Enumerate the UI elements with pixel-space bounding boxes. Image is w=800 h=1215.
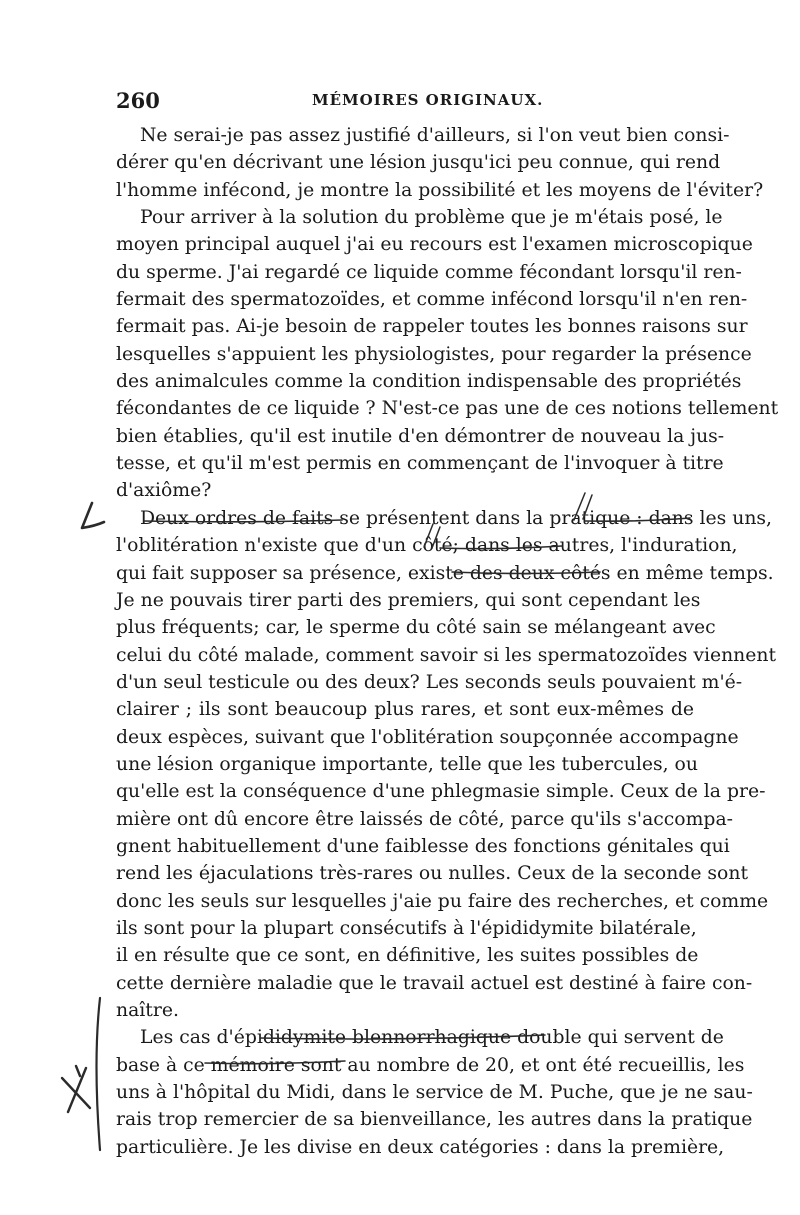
text-line: fécondantes de ce liquide ? N'est-ce pas une de ces notions tellement — [116, 398, 779, 420]
text-line: fermait pas. Ai-je besoin de rappeler toutes les bonnes raisons sur — [116, 316, 748, 338]
margin-mark-l — [82, 503, 104, 528]
text-line: mière ont dû encore être laissés de côté, parce qu'ils s'accompa- — [116, 808, 733, 830]
text-line: qu'elle est la conséquence d'une phlegmasie simple. Ceux de la pre- — [116, 781, 766, 803]
text-line: base à ce mémoire sont au nombre de 20, et ont été recueillis, les — [116, 1054, 745, 1076]
text-line: celui du côté malade, comment savoir si les spermatozoïdes viennent — [116, 644, 777, 666]
text-line: uns à l'hôpital du Midi, dans le service de M. Puche, que je ne sau- — [116, 1082, 753, 1104]
text-line: ils sont pour la plupart consécutifs à l'épididymite bilatérale, — [116, 917, 697, 939]
text-line: Deux ordres de faits se présentent dans la pratique : dans les uns, — [140, 507, 773, 529]
text-line: plus fréquents; car, le sperme du côté sain se mélangeant avec — [116, 617, 716, 639]
text-line: du sperme. J'ai regardé ce liquide comme fécondant lorsqu'il ren- — [116, 261, 742, 283]
text-line: particulière. Je les divise en deux catégories : dans la première, — [116, 1136, 725, 1158]
text-line: clairer ; ils sont beaucoup plus rares, et sont eux-mêmes de — [116, 699, 694, 721]
running-title: MÉMOIRES ORIGINAUX. — [312, 91, 544, 109]
text-line: Ne serai-je pas assez justifié d'ailleurs, si l'on veut bien consi- — [140, 125, 730, 146]
margin-bracket — [97, 998, 101, 1150]
text-line: Pour arriver à la solution du problème que je m'étais posé, le — [140, 207, 723, 229]
text-line: fermait des spermatozoïdes, et comme infécond lorsqu'il n'en ren- — [116, 289, 748, 311]
text-line: rend les éjaculations très-rares ou nulles. Ceux de la seconde sont — [116, 863, 748, 885]
text-line: gnent habituellement d'une faiblesse des fonctions génitales qui — [116, 835, 730, 857]
text-line: l'oblitération n'existe que d'un côté; dans les autres, l'induration, — [116, 535, 738, 557]
text-line: Je ne pouvais tirer parti des premiers, qui sont cependant les — [116, 589, 701, 611]
text-line: donc les seuls sur lesquelles j'aie pu faire des recherches, et comme — [116, 890, 769, 912]
text-line: il en résulte que ce sont, en définitive, les suites possibles de — [116, 945, 699, 967]
text-line: l'homme infécond, je montre la possibilité et les moyens de l'éviter? — [116, 179, 764, 201]
text-line: cette dernière maladie que le travail actuel est destiné à faire con- — [116, 972, 753, 994]
text-line: bien établies, qu'il est inutile d'en démontrer de nouveau la jus- — [116, 425, 725, 447]
text-line: dérer qu'en décrivant une lésion jusqu'ici peu connue, qui rend — [116, 152, 721, 174]
page-header — [116, 88, 696, 116]
text-line: naître. — [116, 1000, 179, 1021]
text-line: Les cas d'épididymite blennorrhagique double qui servent de — [140, 1027, 724, 1049]
text-line: deux espèces, suivant que l'oblitération soupçonnée accompagne — [116, 726, 739, 748]
margin-mark-x — [62, 1066, 90, 1112]
text-line: moyen principal auquel j'ai eu recours est l'examen microscopique — [116, 234, 753, 256]
text-line: rais trop remercier de sa bienveillance, les autres dans la pratique — [116, 1109, 753, 1131]
text-line: d'un seul testicule ou des deux? Les seconds seuls pouvaient m'é- — [116, 671, 743, 693]
text-line: une lésion organique importante, telle que les tubercules, ou — [116, 753, 698, 775]
text-line: qui fait supposer sa présence, existe des deux côtés en même temps. — [116, 562, 774, 584]
text-line: lesquelles s'appuient les physiologistes, pour regarder la présence — [116, 343, 752, 365]
body-text — [116, 122, 779, 1161]
page-number: 260 — [116, 88, 160, 113]
text-line: tesse, et qu'il m'est permis en commençant de l'invoquer à titre — [116, 453, 724, 475]
text-line: d'axiôme? — [116, 480, 212, 502]
text-line: des animalcules comme la condition indispensable des propriétés — [116, 371, 742, 393]
